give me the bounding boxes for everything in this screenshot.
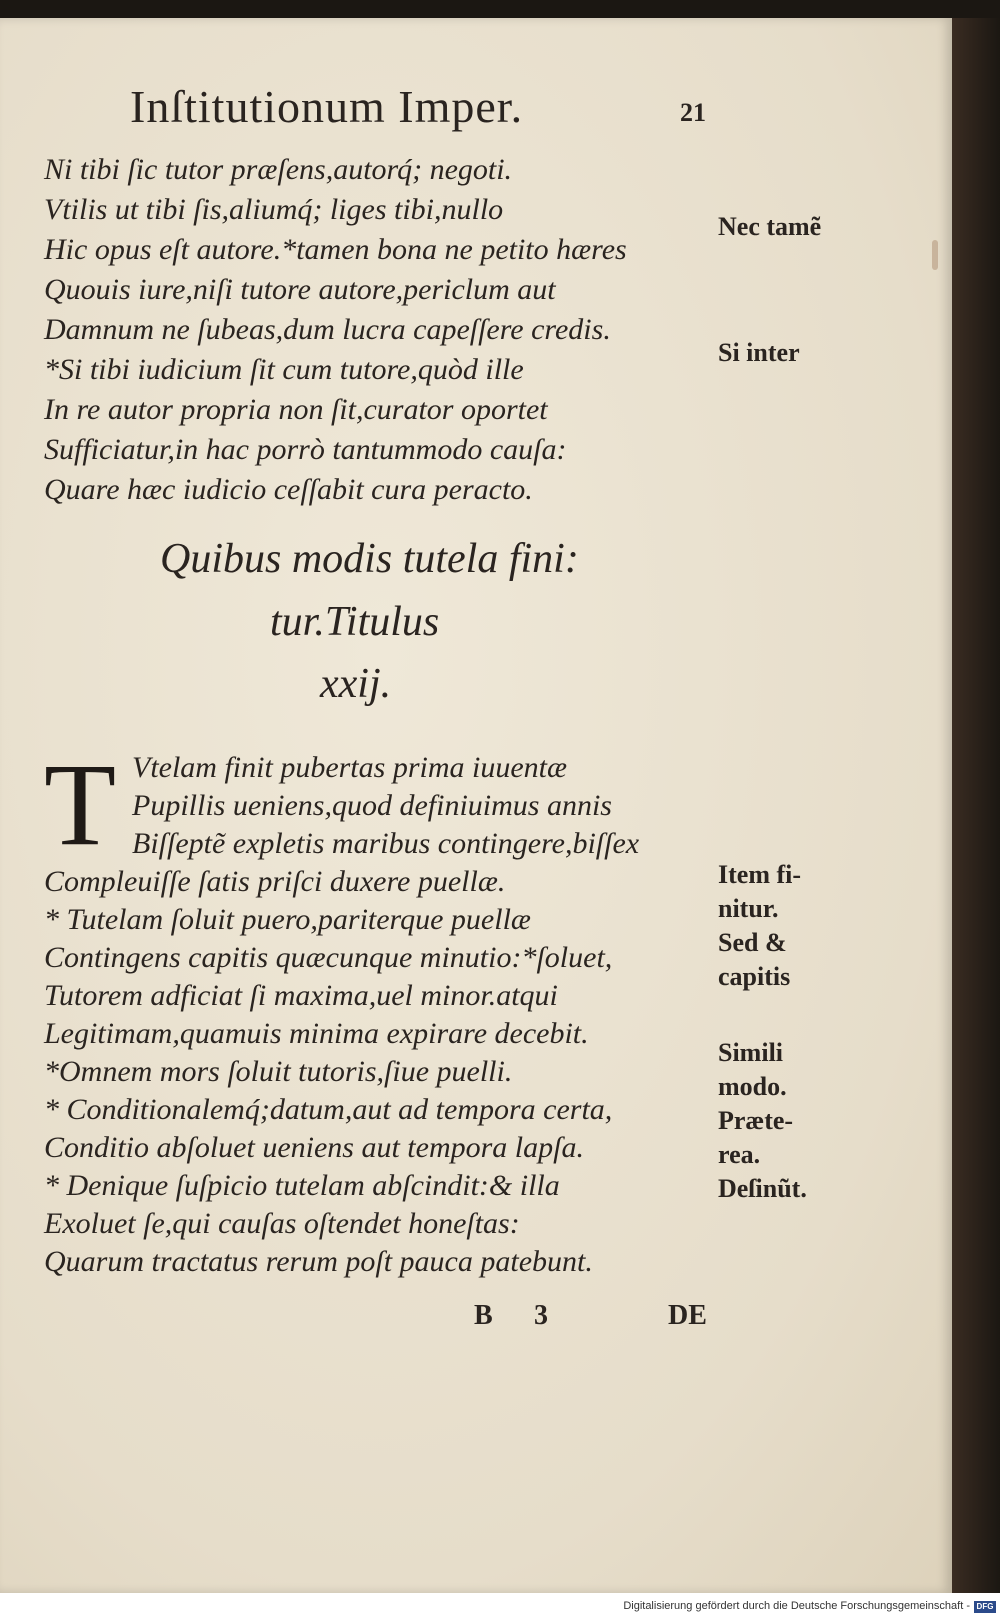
margin-note: capitis bbox=[718, 962, 791, 991]
margin-note: Deſinũt. bbox=[718, 1174, 807, 1203]
section-title-line3: xxij. bbox=[320, 661, 392, 707]
margin-note: Item fi- bbox=[718, 860, 802, 889]
verse-line: Exoluet ſe,qui cauſas oſtendet honeſtas: bbox=[44, 1207, 520, 1240]
page-edge-shadow bbox=[952, 18, 1000, 1593]
verse-line: Quarum tractatus rerum poſt pauca patebunt. bbox=[44, 1245, 593, 1278]
verse-line: * Denique ſuſpicio tutelam abſcindit:& illa bbox=[44, 1169, 560, 1202]
verse-line: Hic opus eſt autore.*tamen bona ne petito hæres bbox=[44, 233, 627, 266]
verse-line: Biſſeptẽ expletis maribus contingere,biſſex bbox=[132, 827, 640, 860]
verse-line: In re autor propria non ſit,curator oportet bbox=[44, 393, 548, 426]
margin-note: Præte- bbox=[718, 1106, 794, 1135]
page-number: 21 bbox=[680, 98, 706, 127]
verse-line: * Conditionalemq́;datum,aut ad tempora certa, bbox=[44, 1093, 613, 1126]
verse-line: Sufficiatur,in hac porrò tantummodo cauſa: bbox=[44, 433, 567, 466]
verse-line: * Tutelam ſoluit puero,pariterque puellæ bbox=[44, 903, 531, 936]
verse-line: Contingens capitis quæcunque minutio:*ſoluet, bbox=[44, 941, 613, 974]
drop-cap: T bbox=[44, 739, 117, 870]
verse-line: *Si tibi iudicium ſit cum tutore,quòd ille bbox=[44, 353, 524, 386]
verse-line: Quouis iure,niſi tutore autore,periclum aut bbox=[44, 273, 556, 306]
margin-note: Si inter bbox=[718, 338, 800, 367]
margin-note: rea. bbox=[718, 1140, 761, 1169]
verse-line: *Omnem mors ſoluit tutoris,ſiue puelli. bbox=[44, 1055, 513, 1088]
signature-mark-b: B bbox=[474, 1300, 493, 1331]
signature-mark-number: 3 bbox=[534, 1300, 548, 1331]
paper-stain bbox=[932, 240, 938, 270]
verse-line: Quare hæc iudicio ceſſabit cura peracto. bbox=[44, 473, 533, 506]
verse-line: Damnum ne ſubeas,dum lucra capeſſere credis. bbox=[44, 313, 611, 346]
verse-line: Legitimam,quamuis minima expirare decebit. bbox=[44, 1017, 589, 1050]
margin-note: modo. bbox=[718, 1072, 787, 1101]
margin-note: nitur. bbox=[718, 894, 779, 923]
verse-line: Ni tibi ſic tutor præſens,autorq́; negoti. bbox=[44, 153, 513, 186]
margin-note: Sed & bbox=[718, 928, 787, 957]
margin-note: Simili bbox=[718, 1038, 784, 1067]
section-title-line2: tur.Titulus bbox=[270, 599, 440, 645]
verse-line: Compleuiſſe ſatis priſci duxere puellæ. bbox=[44, 865, 506, 898]
section-title-line1: Quibus modis tutela fini: bbox=[160, 536, 579, 582]
verse-line: Pupillis ueniens,quod definiuimus annis bbox=[132, 789, 612, 822]
running-title: Inſtitutionum Imper. bbox=[130, 81, 524, 132]
verse-line: Tutorem adficiat ſi maxima,uel minor.atqui bbox=[44, 979, 558, 1012]
digitization-credit: Digitalisierung gefördert durch die Deutsche Forschungsgemeinschaft - bbox=[623, 1600, 970, 1612]
dfg-logo-icon: DFG bbox=[974, 1601, 996, 1613]
margin-note: Nec tamẽ bbox=[718, 212, 822, 241]
verse-line: Vtelam finit pubertas prima iuuentæ bbox=[132, 751, 567, 784]
catchword: DE bbox=[668, 1300, 707, 1331]
verse-line: Conditio abſoluet ueniens aut tempora lapſa. bbox=[44, 1131, 584, 1164]
verse-line: Vtilis ut tibi ſis,aliumq́; liges tibi,nullo bbox=[44, 193, 504, 226]
